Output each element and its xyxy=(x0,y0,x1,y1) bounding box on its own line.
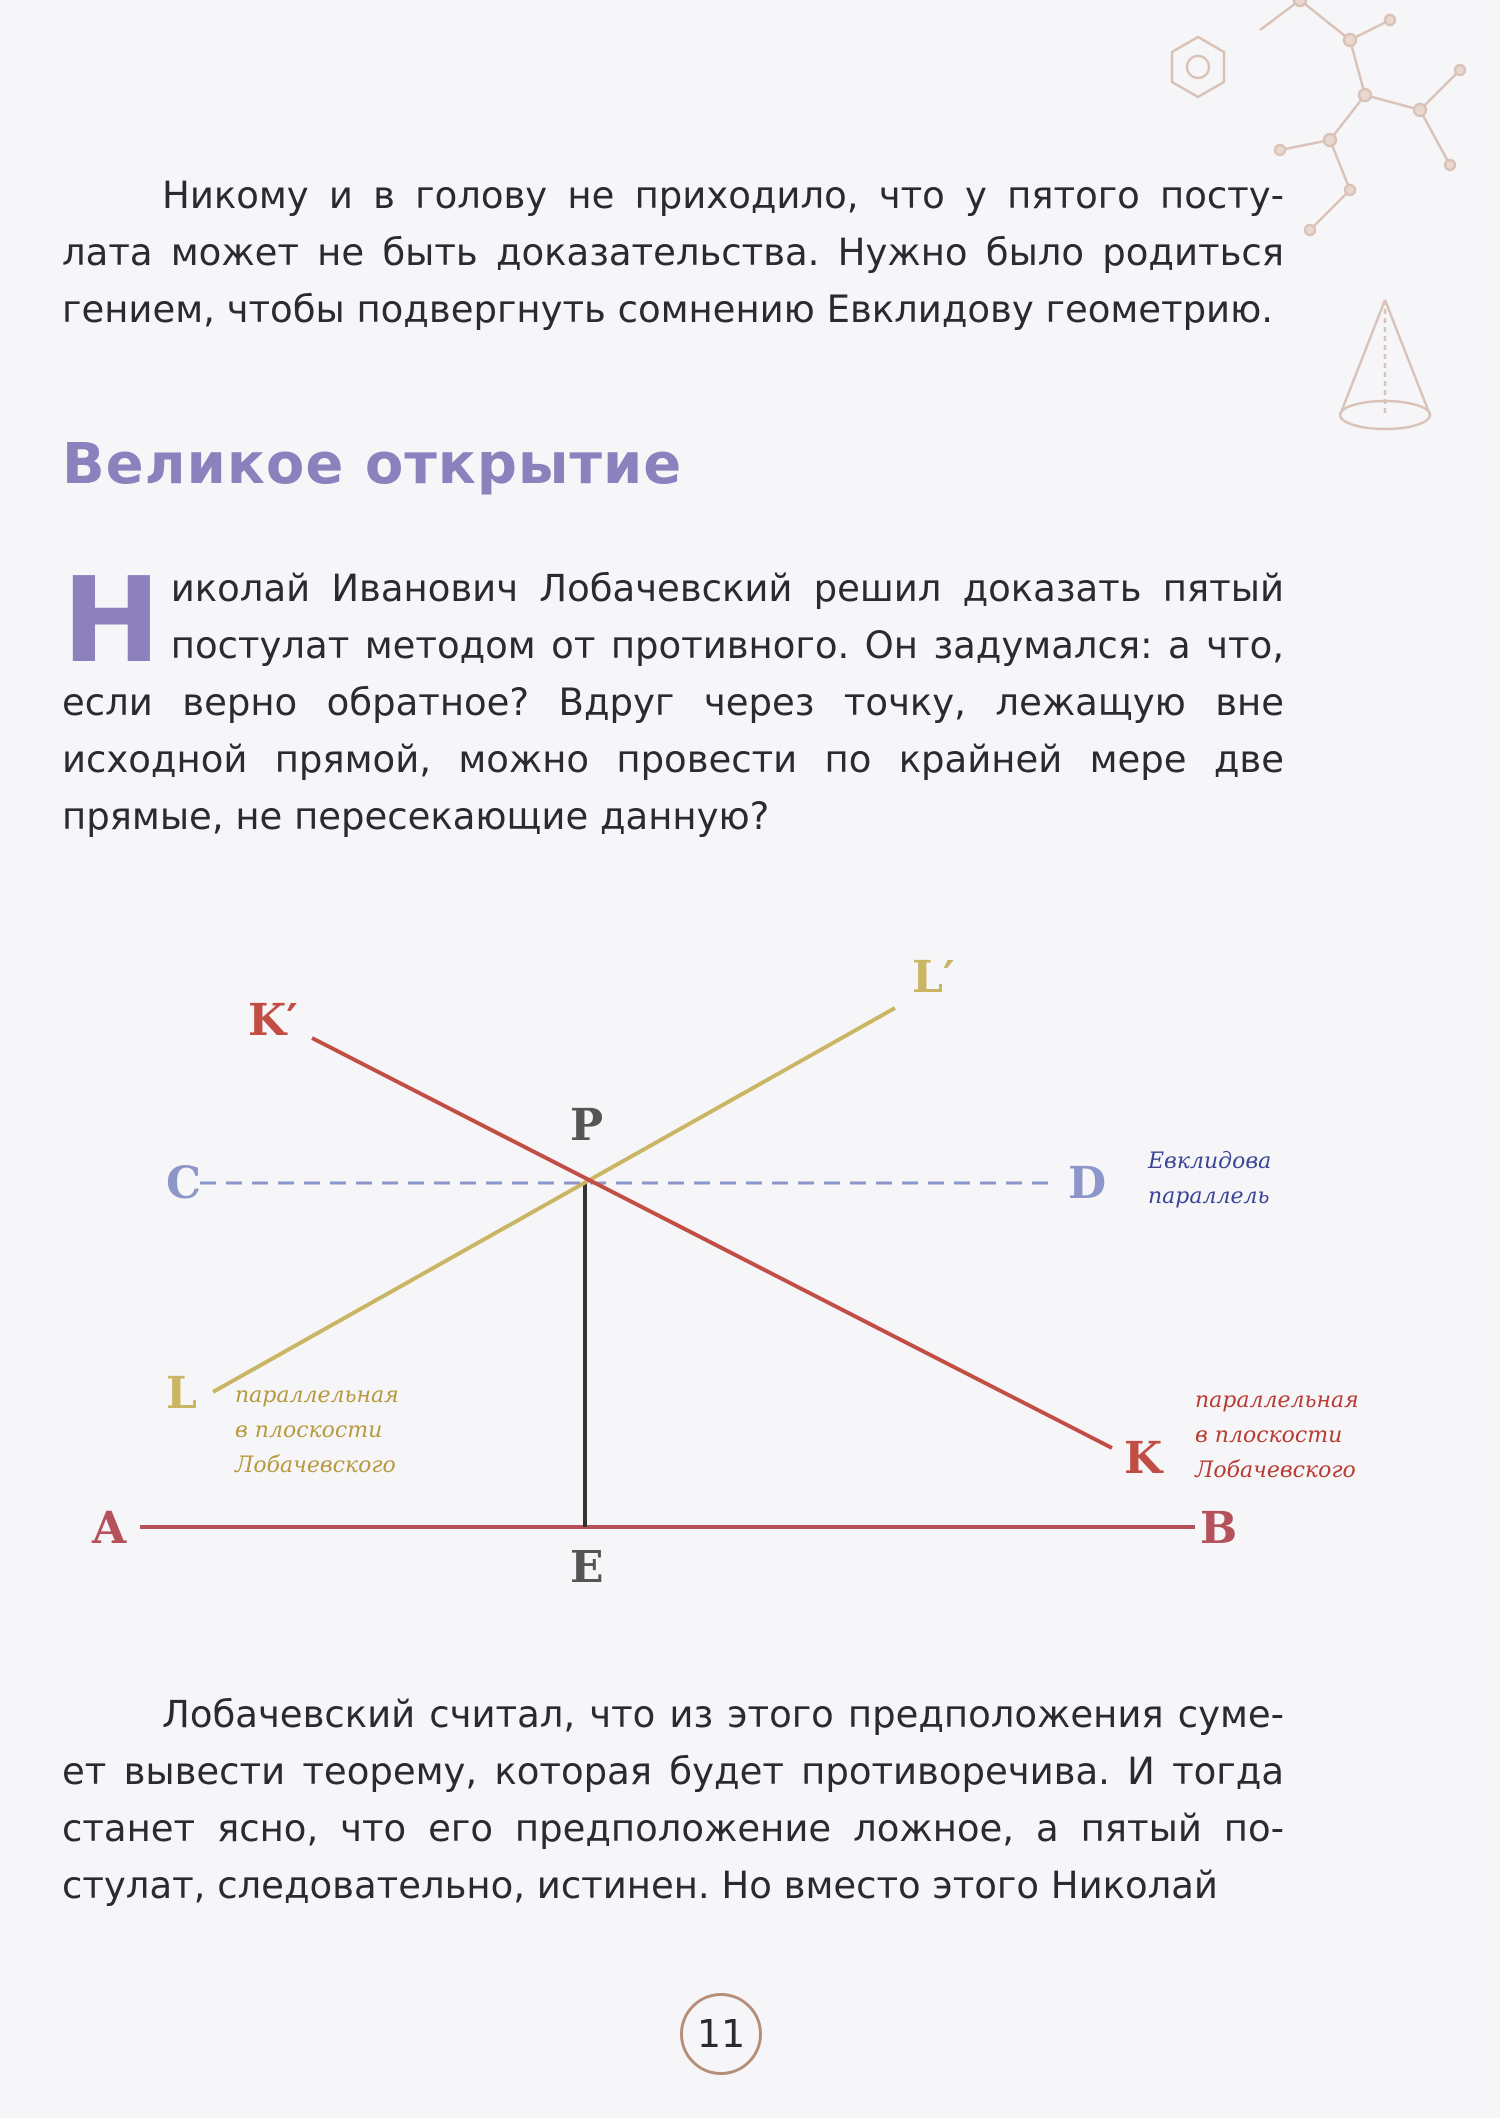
note-lob-right-3: Лобачевского xyxy=(1195,1458,1356,1483)
label-k-prime: K′ xyxy=(248,995,298,1046)
section-heading: Великое открытие xyxy=(62,432,683,497)
label-a: A xyxy=(92,1503,127,1554)
note-lob-right-1: параллельная xyxy=(1195,1388,1359,1413)
line-kprime-k xyxy=(312,1038,1112,1448)
label-d: D xyxy=(1068,1158,1107,1209)
label-p: P xyxy=(570,1100,604,1151)
paragraph-lobachevsky xyxy=(62,551,1284,845)
note-lob-left-3: Лобачевского xyxy=(235,1453,396,1478)
label-b: B xyxy=(1200,1503,1238,1554)
label-k: K xyxy=(1124,1433,1163,1484)
page-number-text: 11 xyxy=(696,2012,746,2056)
label-l: L xyxy=(166,1368,197,1419)
drop-cap: Н xyxy=(62,551,161,689)
paragraph-lobachevsky-text: иколай Иванович Лобачевский решил доказать пятый постулат методом от противного. Он задумался: а что, если верно обратное? Вдруг через точку, лежащую вне исходной прямой, можно провести по крайней мере две прямые, не пересекающие данную? xyxy=(62,567,1284,838)
parallel-lines-diagram xyxy=(0,900,1500,1600)
page-number xyxy=(680,1993,762,2075)
note-euclid-2: параллель xyxy=(1148,1184,1270,1209)
label-c: C xyxy=(166,1158,202,1209)
paragraph-intro: Никому и в голову не приходило, что у пятого постулата может не быть доказательства. Нужно было родиться гением, чтобы подвергнуть сомнению Евклидову геометрию. xyxy=(62,174,1284,331)
note-lob-left-1: параллельная xyxy=(235,1383,399,1408)
label-l-prime: L′ xyxy=(912,952,955,1003)
label-e: E xyxy=(570,1542,604,1593)
paragraph-conclusion: Лобачевский считал, что из этого предположения сумеет вывести теорему, которая будет противоречива. И тогда станет ясно, что его предположение ложное, а пятый постулат, следовательно, истинен. Но вместо этого Николай xyxy=(62,1693,1284,1907)
note-lob-left-2: в плоскости xyxy=(235,1418,383,1443)
line-l-lprime xyxy=(213,1008,895,1392)
note-euclid-1: Евклидова xyxy=(1148,1149,1272,1174)
note-lob-right-2: в плоскости xyxy=(1195,1423,1343,1448)
